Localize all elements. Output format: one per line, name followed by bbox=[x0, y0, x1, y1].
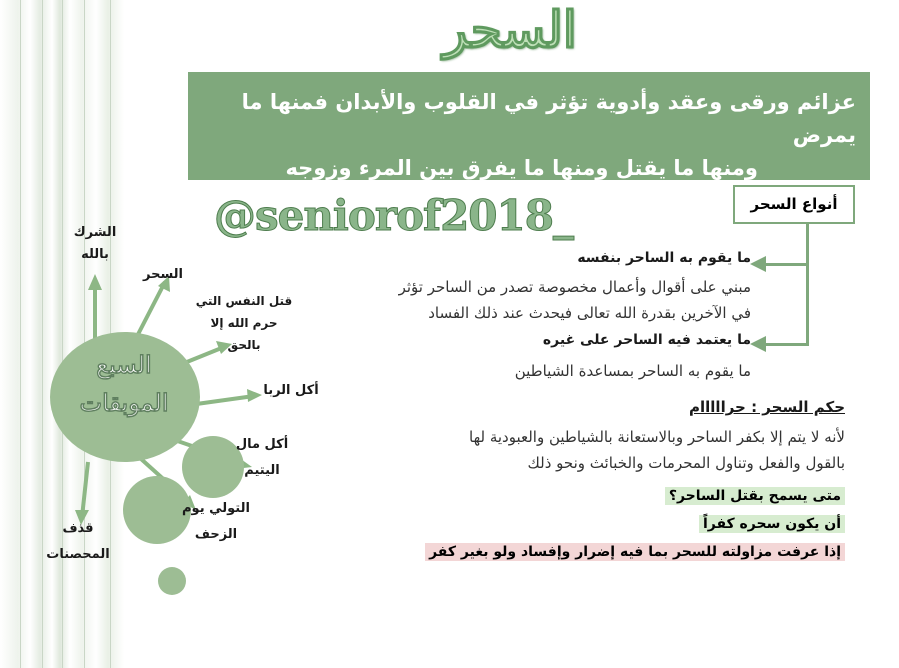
ruling-heading: حكم السحر : حرااااام bbox=[689, 398, 845, 416]
sin-sihr: السحر bbox=[142, 267, 184, 282]
sin-yatim-line-2: اليتيم bbox=[244, 463, 280, 478]
types-heading-box: أنواع السحر bbox=[733, 185, 855, 224]
ruling-line-1: لأنه لا يتم إلا بكفر الساحر وبالاستعانة بالشياطين والعبودية لها bbox=[469, 428, 845, 446]
definition-line-1: عزائم ورقى وعقد وأدوية تؤثر في القلوب والأبدان فمنها ما يمرض bbox=[241, 90, 856, 147]
sins-center-line-2: الموبقات bbox=[79, 388, 169, 417]
sin-shirk-line-1: الشرك bbox=[73, 225, 117, 240]
definition-line-2: ومنها ما يقتل ومنها ما يفرق بين المرء وزوجه bbox=[285, 156, 758, 180]
sin-qatl bbox=[194, 290, 294, 356]
execution-cond-2: إذا عرفت مزاولته للسحر بما فيه إضرار وإفساد ولو بغير كفر bbox=[425, 543, 845, 561]
ruling-line-2: بالقول والفعل وتناول المحرمات والخبائث ونحو ذلك bbox=[527, 454, 845, 472]
page-title: السحر bbox=[443, 0, 577, 59]
execution-cond-1: أن يكون سحره كفراً bbox=[699, 515, 845, 533]
type2-title: ما يعتمد فيه الساحر على غيره bbox=[542, 332, 751, 348]
sin-shirk bbox=[58, 222, 132, 266]
decorative-circle bbox=[158, 567, 186, 595]
sin-yatim-line-1: أكل مال bbox=[235, 437, 289, 452]
sin-qadhf-line-2: المحصنات bbox=[46, 547, 110, 562]
sins-center-line-1: السبع bbox=[96, 350, 152, 379]
type2-line-1: ما يقوم به الساحر بمساعدة الشياطين bbox=[514, 362, 751, 380]
sin-yatim bbox=[226, 432, 298, 484]
type1-title: ما يقوم به الساحر بنفسه bbox=[577, 250, 751, 266]
sin-tawalli-line-1: التولي يوم bbox=[182, 501, 250, 516]
connector-qadhf bbox=[82, 462, 88, 517]
type1-line-1: مبني على أقوال وأعمال مخصوصة تصدر من الساحر تؤثر bbox=[398, 278, 751, 296]
sin-qadhf bbox=[34, 516, 122, 568]
execution-question: متى يسمح بقتل الساحر؟ bbox=[665, 487, 845, 505]
sin-shirk-line-2: بالله bbox=[81, 247, 109, 262]
sin-qadhf-line-1: قذف bbox=[62, 521, 94, 536]
sin-riba: أكل الربا bbox=[263, 383, 319, 398]
sins-center-label bbox=[46, 346, 202, 422]
watermark-handle: @seniorof2018_ bbox=[214, 191, 573, 240]
type1-line-2: في الآخرين بقدرة الله تعالى فيحدث عند ذلك الفساد bbox=[428, 304, 751, 322]
sin-qatl-line-2: حرم الله إلا bbox=[210, 316, 278, 330]
sin-qatl-line-1: قتل النفس التي bbox=[195, 294, 293, 308]
sin-qatl-line-3: بالحق bbox=[227, 338, 261, 352]
sin-tawalli-line-2: الزحف bbox=[194, 527, 238, 542]
sin-tawalli bbox=[172, 496, 260, 548]
